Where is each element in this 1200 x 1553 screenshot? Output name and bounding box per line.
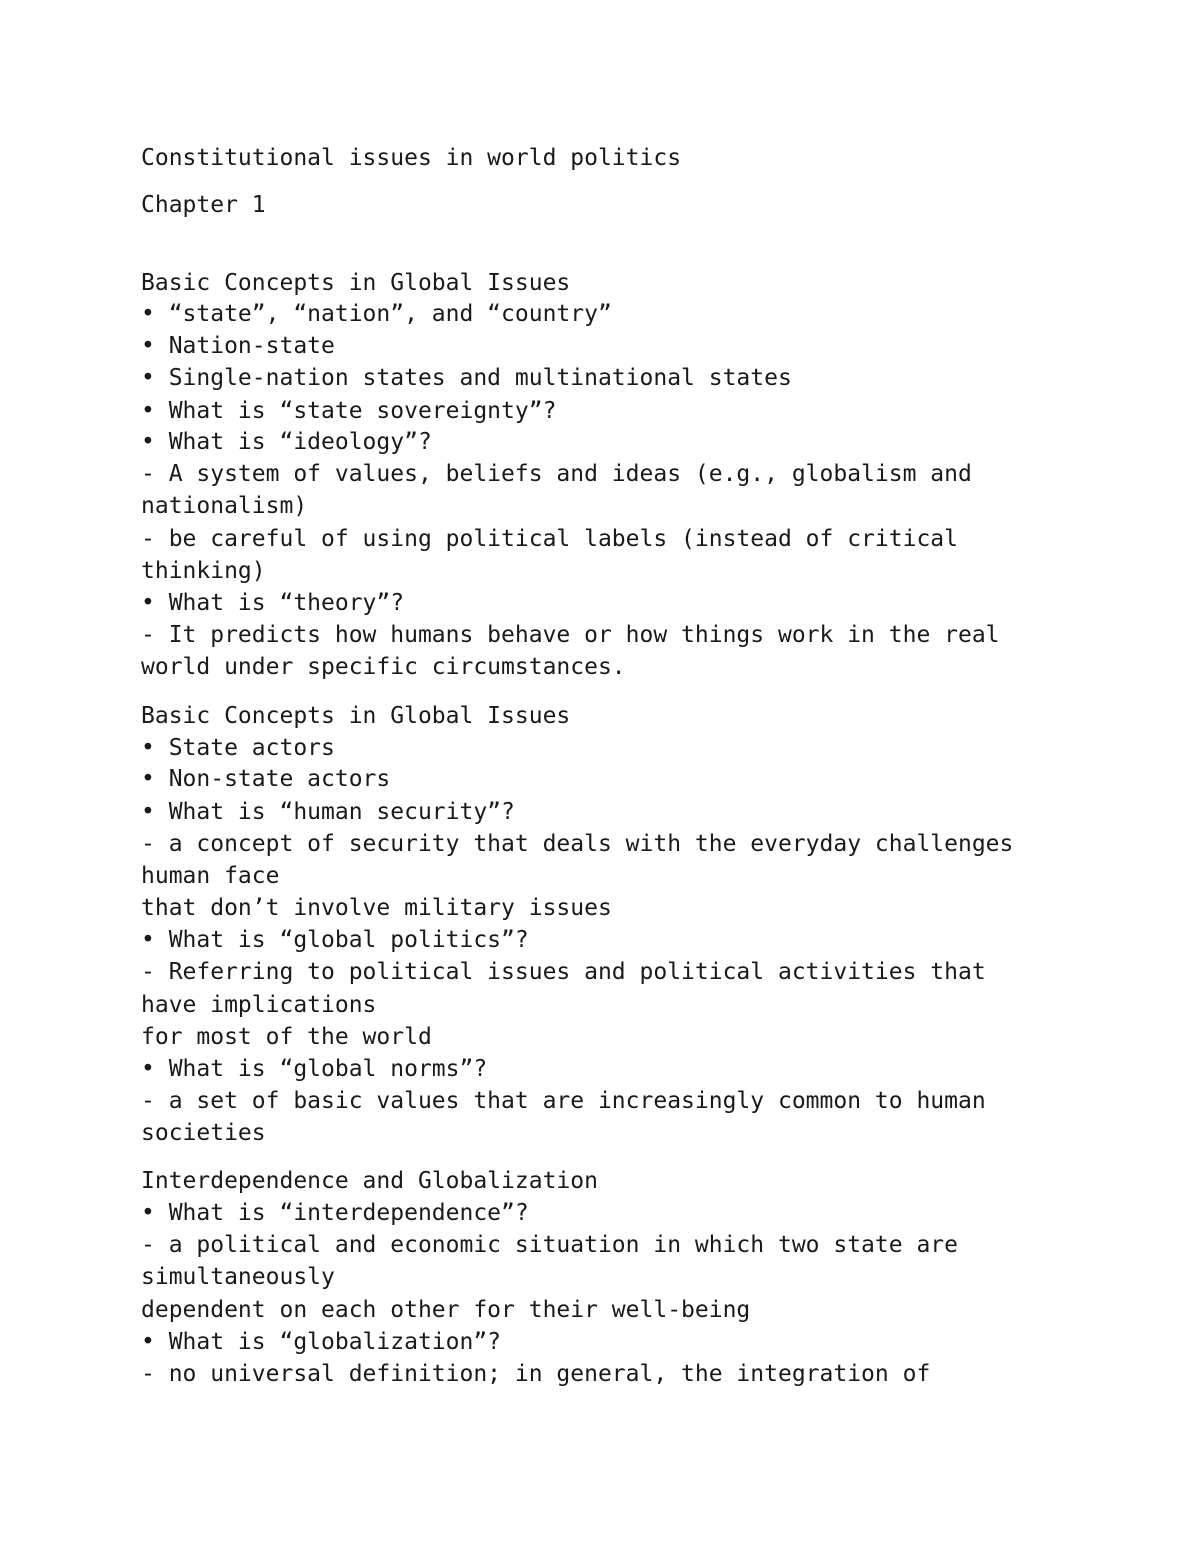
- bullet-item: • What is “global norms”?: [141, 1056, 488, 1082]
- body-line: - be careful of using political labels (instead of critical: [141, 526, 958, 552]
- body-line: world under specific circumstances.: [141, 654, 626, 680]
- body-line: nationalism): [141, 493, 308, 519]
- body-line: dependent on each other for their well-being: [141, 1297, 751, 1323]
- bullet-item: • What is “globalization”?: [141, 1329, 502, 1355]
- body-line: that don’t involve military issues: [141, 895, 612, 921]
- bullet-item: • Single-nation states and multinational states: [141, 365, 792, 391]
- body-line: thinking): [141, 558, 266, 584]
- section-heading: Interdependence and Globalization: [141, 1168, 598, 1194]
- section-heading: Basic Concepts in Global Issues: [141, 270, 571, 296]
- body-line: - a concept of security that deals with the everyday challenges: [141, 831, 1014, 857]
- section-heading: Basic Concepts in Global Issues: [141, 703, 571, 729]
- body-line: for most of the world: [141, 1024, 432, 1050]
- body-line: - no universal definition; in general, the integration of: [141, 1361, 931, 1387]
- bullet-item: • What is “state sovereignty”?: [141, 398, 557, 424]
- body-line: human face: [141, 863, 280, 889]
- bullet-item: • Nation-state: [141, 333, 335, 359]
- bullet-item: • What is “ideology”?: [141, 429, 432, 455]
- bullet-item: • State actors: [141, 735, 335, 761]
- body-line: simultaneously: [141, 1264, 335, 1290]
- body-line: societies: [141, 1120, 266, 1146]
- bullet-item: • What is “theory”?: [141, 590, 405, 616]
- bullet-item: • What is “interdependence”?: [141, 1200, 529, 1226]
- body-line: - A system of values, beliefs and ideas (e.g., globalism and: [141, 461, 972, 487]
- bullet-item: • What is “human security”?: [141, 799, 515, 825]
- body-line: - a set of basic values that are increasingly common to human: [141, 1088, 986, 1114]
- bullet-item: • What is “global politics”?: [141, 927, 529, 953]
- bullet-item: • “state”, “nation”, and “country”: [141, 301, 612, 327]
- document-title: Constitutional issues in world politics: [141, 145, 682, 171]
- body-line: - Referring to political issues and political activities that: [141, 959, 986, 985]
- chapter-label: Chapter 1: [141, 192, 266, 218]
- body-line: - It predicts how humans behave or how things work in the real: [141, 622, 1000, 648]
- body-line: - a political and economic situation in which two state are: [141, 1232, 958, 1258]
- body-line: have implications: [141, 992, 377, 1018]
- bullet-item: • Non-state actors: [141, 766, 391, 792]
